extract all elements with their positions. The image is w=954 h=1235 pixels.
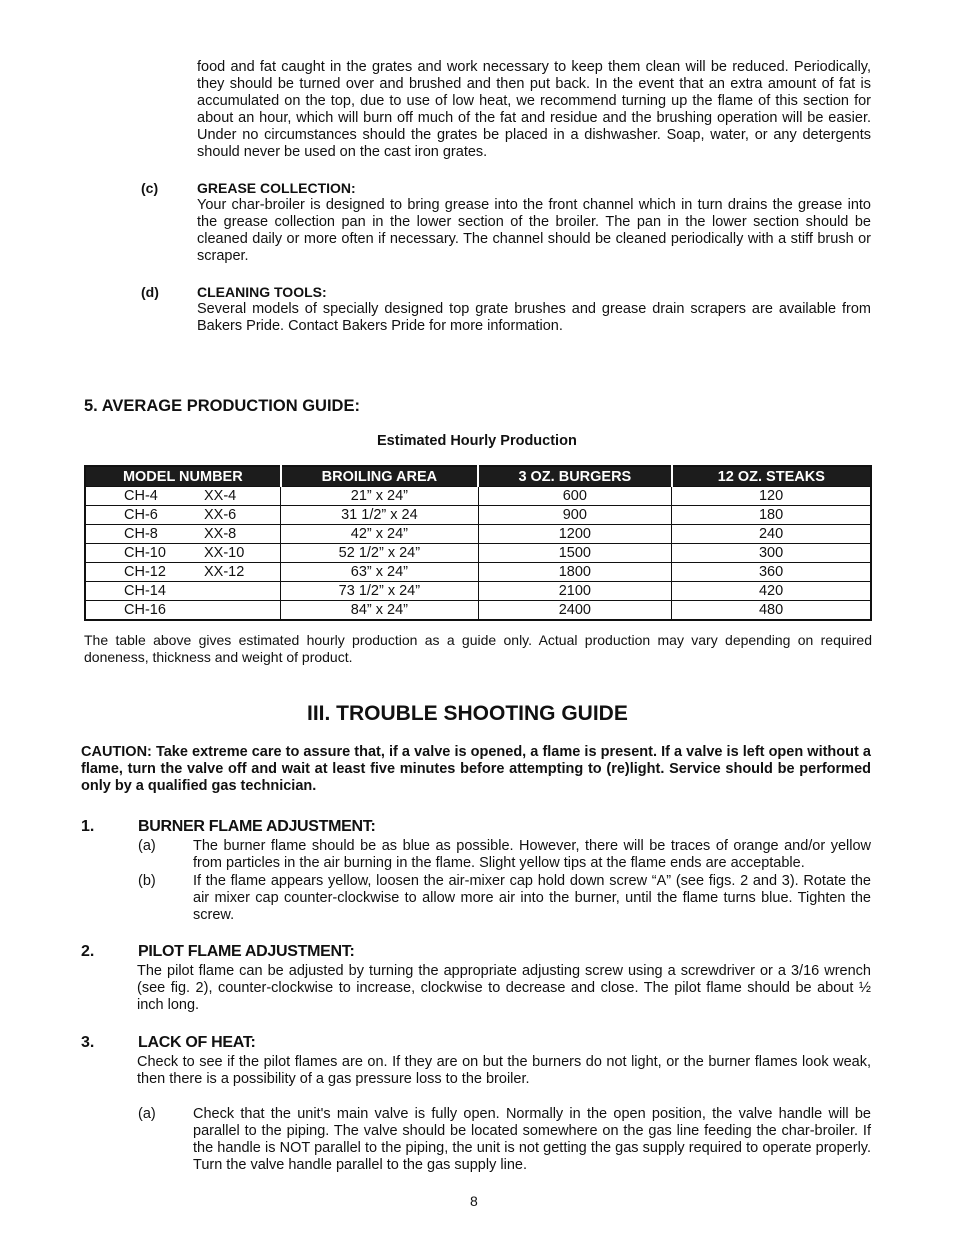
table-row [85,525,871,544]
column-header: 3 OZ. BURGERS [478,466,671,487]
model-cell: CH-12 [124,564,166,580]
steaks-cell: 120 [672,487,871,506]
section-1b-text: If the flame appears yellow, loosen the air-mixer cap hold down screw “A” (see figs. 2 and 3). Rotate the air mixer cap counter-clockwise to allow more air into the burner, until the flame turns blue. Tighten the screw. [193,873,871,923]
model-cell: CH-8 [124,526,158,542]
section-1-number: 1. [81,818,95,835]
model-cell: CH-10 [124,545,166,561]
table-row [85,601,871,621]
burgers-cell: 900 [478,506,671,525]
burgers-cell: 1200 [478,525,671,544]
item-d-letter: (d) [141,284,159,300]
model-cell: CH-4 [124,488,158,504]
section-1a-letter: (a) [138,838,156,854]
item-d-heading: CLEANING TOOLS: [197,284,327,300]
alt-model-cell: XX-4 [204,488,237,504]
section-2-number: 2. [81,943,95,960]
table-row [85,563,871,582]
area-cell: 42” x 24” [281,525,478,544]
steaks-cell: 180 [672,506,871,525]
section-3a-text: Check that the unit's main valve is fully open. Normally in the open position, the valve handle will be parallel to the piping. The valve should be located somewhere on the gas line feeding the char-broiler. If the handle is NOT parallel to the piping, the unit is not getting the gas supply required to operate properly. Turn the valve handle parallel to the gas supply line. [193,1106,871,1173]
alt-model-cell: XX-10 [204,545,245,561]
area-cell: 84” x 24” [281,601,478,621]
section-3-title: LACK OF HEAT: [138,1034,256,1051]
section-2-text: The pilot flame can be adjusted by turning the appropriate adjusting screw using a screwdriver or a 3/16 wrench (see fig. 2), counter-clockwise to increase, clockwise to decrease and close. The pilot flame should be about ½ inch long. [137,963,871,1013]
burgers-cell: 2400 [478,601,671,621]
area-cell: 21” x 24” [281,487,478,506]
steaks-cell: 420 [672,582,871,601]
page-number: 8 [470,1193,478,1209]
table-row [85,487,871,506]
section-1-title: BURNER FLAME ADJUSTMENT: [138,818,376,835]
steaks-cell: 360 [672,563,871,582]
item-c-text: Your char-broiler is designed to bring grease into the front channel which in turn drains the grease into the grease collection pan in the lower section of the broiler. The pan in the lower section should be cleaned daily or more often if necessary. The channel should be cleaned periodically with a stiff brush or scraper. [197,197,871,264]
area-cell: 73 1/2” x 24” [281,582,478,601]
table-note: The table above gives estimated hourly production as a guide only. Actual production may vary depending on required doneness, thickness and weight of product. [84,632,872,665]
alt-model-cell: XX-8 [204,526,237,542]
section-1a-text: The burner flame should be as blue as possible. However, there will be traces of orange and/or yellow from particles in the air burning in the flame. Slight yellow tips at the flame ends are acceptable. [193,838,871,871]
intro-paragraph: food and fat caught in the grates and work necessary to keep them clean will be reduced. Periodically, they should be turned over and brushed and then put back. In the event that an extra amount of fat is accumulated on the top, due to use of low heat, we recommend turning up the flame of this section for about an hour, which will burn off much of the fat and residue and the brushing operation will be easier. Under no circumstances should the grates be placed in a dishwasher. Soap, water, or any detergents should never be used on the cast iron grates. [197,59,871,160]
item-c-heading: GREASE COLLECTION: [197,180,356,196]
item-d-text: Several models of specially designed top grate brushes and grease drain scrapers are available from Bakers Pride. Contact Bakers Pride for more information. [197,301,871,334]
trouble-heading: III. TROUBLE SHOOTING GUIDE [307,702,628,725]
steaks-cell: 480 [672,601,871,621]
steaks-cell: 240 [672,525,871,544]
table-row [85,544,871,563]
production-heading: 5. AVERAGE PRODUCTION GUIDE: [84,397,360,415]
burgers-cell: 1800 [478,563,671,582]
area-cell: 31 1/2” x 24 [281,506,478,525]
burgers-cell: 2100 [478,582,671,601]
model-cell: CH-16 [124,602,166,618]
column-header: 12 OZ. STEAKS [672,466,871,487]
model-cell: CH-14 [124,583,166,599]
steaks-cell: 300 [672,544,871,563]
area-cell: 63” x 24” [281,563,478,582]
column-header: BROILING AREA [281,466,478,487]
column-header: MODEL NUMBER [85,466,281,487]
table-header-row [85,466,871,487]
model-cell: CH-6 [124,507,158,523]
section-1b-letter: (b) [138,873,156,889]
caution-text: CAUTION: Take extreme care to assure that, if a valve is opened, a flame is present. If a valve is left open without a flame, turn the valve off and wait at least five minutes before attempting to (re)light. Service should be performed only by a qualified gas technician. [81,744,871,794]
burgers-cell: 1500 [478,544,671,563]
table-title: Estimated Hourly Production [377,433,577,449]
alt-model-cell: XX-6 [204,507,237,523]
alt-model-cell: XX-12 [204,564,245,580]
section-3-number: 3. [81,1034,95,1051]
section-3-text: Check to see if the pilot flames are on. If they are on but the burners do not light, or the burner flames look weak, then there is a possibility of a gas pressure loss to the broiler. [137,1054,871,1087]
area-cell: 52 1/2” x 24” [281,544,478,563]
table-row [85,582,871,601]
section-3a-letter: (a) [138,1106,156,1122]
table-row [85,506,871,525]
production-table [84,465,872,621]
item-c-letter: (c) [141,180,159,196]
section-2-title: PILOT FLAME ADJUSTMENT: [138,943,355,960]
burgers-cell: 600 [478,487,671,506]
